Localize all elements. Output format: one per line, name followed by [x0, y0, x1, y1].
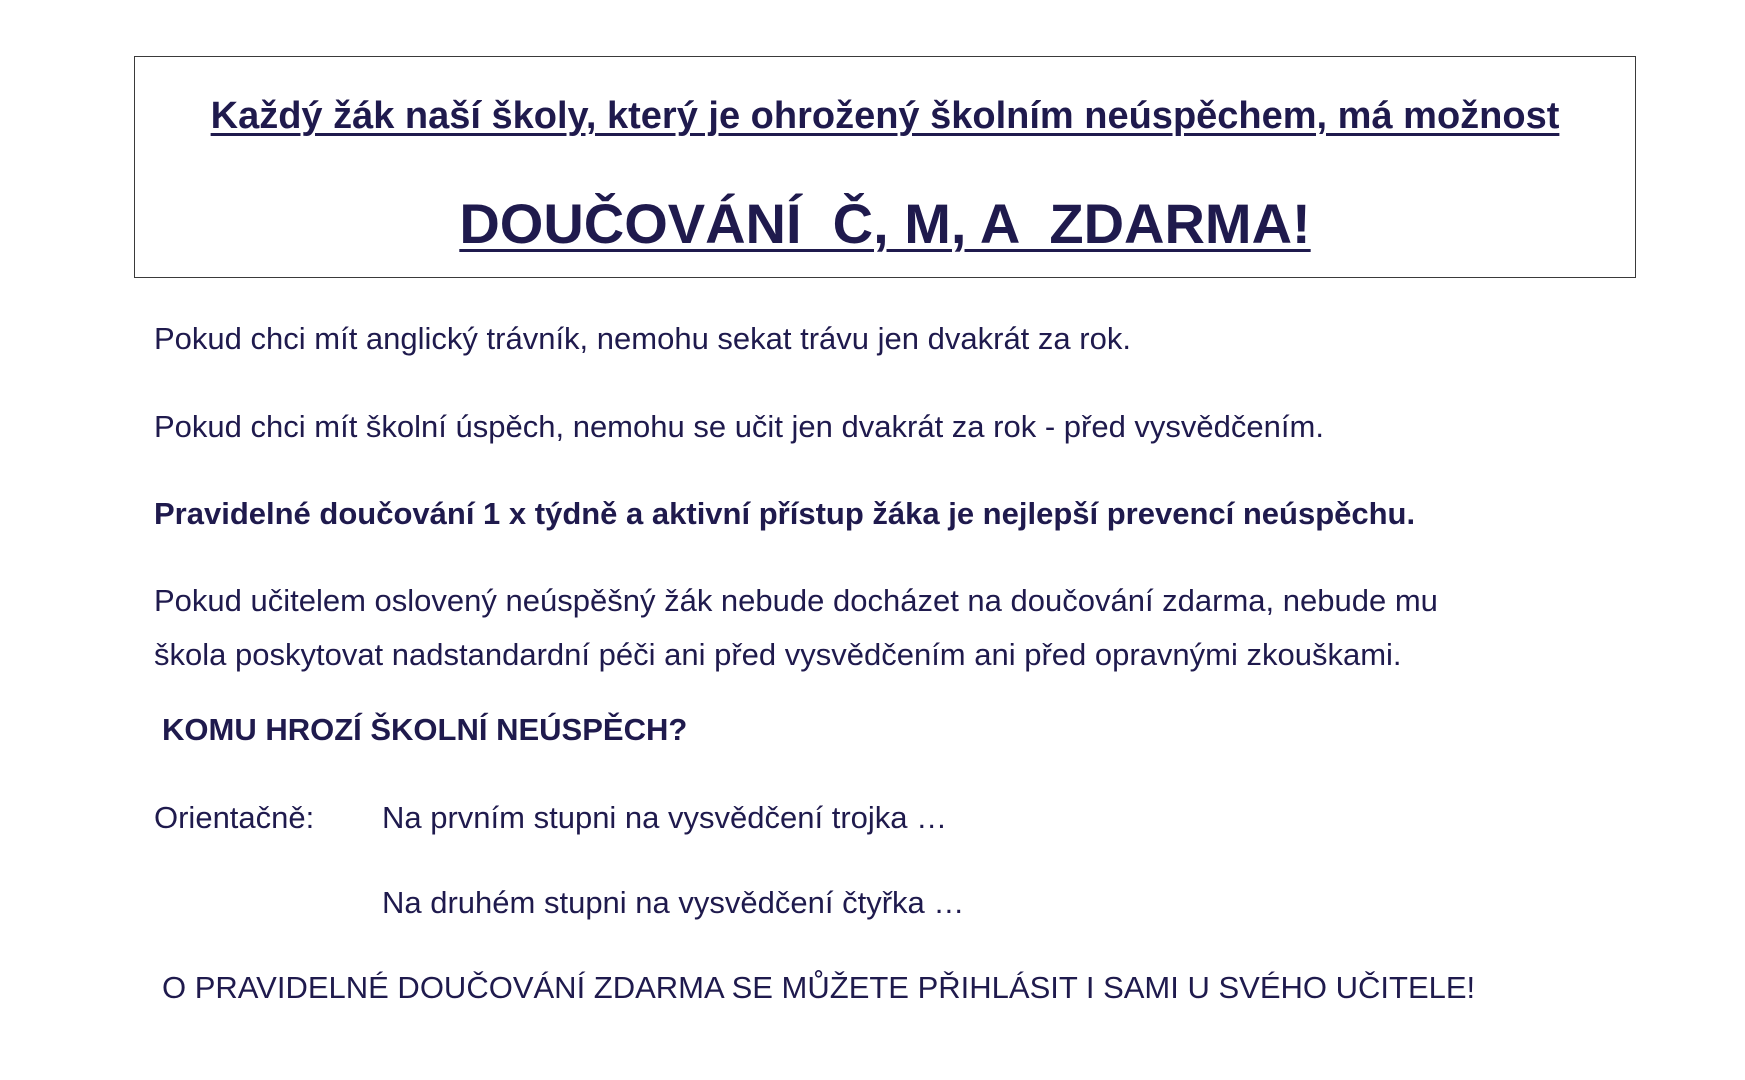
paragraph-attendance-line1: Pokud učitelem oslovený neúspěšný žák nebude docházet na doučování zdarma, nebude mu [154, 583, 1438, 618]
header-box [134, 56, 1636, 278]
question-heading: KOMU HROZÍ ŠKOLNÍ NEÚSPĚCH? [162, 712, 688, 747]
closing-statement: O PRAVIDELNÉ DOUČOVÁNÍ ZDARMA SE MŮŽETE PŘIHLÁSIT I SAMI U SVÉHO UČITELE! [162, 970, 1476, 1005]
paragraph-attendance-warning [154, 574, 1438, 682]
orientation-second-grade: Na druhém stupni na vysvědčení čtyřka … [382, 885, 965, 920]
paragraph-regular-tutoring: Pravidelné doučování 1 x týdně a aktivní přístup žáka je nejlepší prevencí neúspěchu. [154, 496, 1416, 531]
paragraph-attendance-line2: škola poskytovat nadstandardní péči ani před vysvědčením ani před opravnými zkouškami. [154, 637, 1402, 672]
paragraph-lawn: Pokud chci mít anglický trávník, nemohu sekat trávu jen dvakrát za rok. [154, 321, 1131, 356]
header-intro-text: Každý žák naší školy, který je ohrožený školním neúspěchem, má možnost [210, 95, 1560, 137]
orientation-first-grade: Na prvním stupni na vysvědčení trojka … [382, 800, 948, 835]
paragraph-school-success: Pokud chci mít školní úspěch, nemohu se učit jen dvakrát za rok - před vysvědčením. [154, 409, 1324, 444]
orientation-label: Orientačně: [154, 800, 315, 835]
header-title: DOUČOVÁNÍ Č, M, A ZDARMA! [459, 192, 1311, 255]
